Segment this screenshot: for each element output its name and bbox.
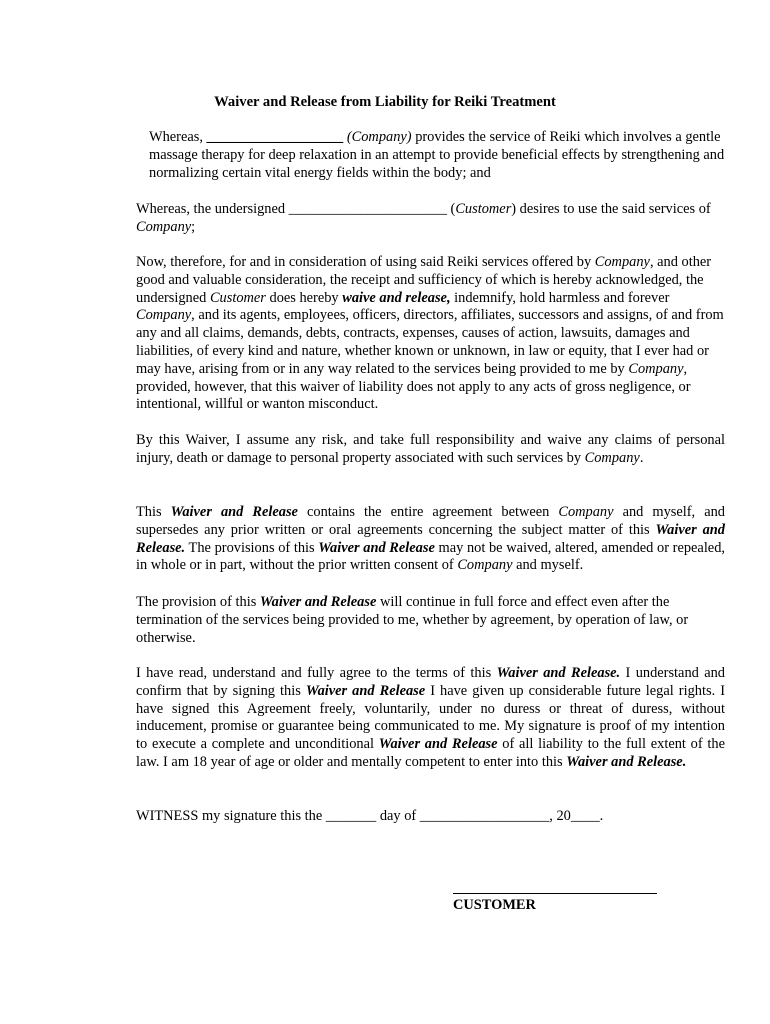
text: Whereas, the undersigned ______________________ (: [136, 201, 456, 217]
signature-line[interactable]: [453, 893, 657, 894]
company-ref: Company: [457, 557, 513, 574]
text: ) desires to use the said services of: [511, 201, 711, 217]
waive-release-term: waive and release,: [342, 289, 451, 306]
text: I have read, understand and fully agree to the terms of this: [136, 665, 497, 681]
text: Whereas,: [149, 129, 207, 145]
document-title: Waiver and Release from Liability for Reiki Treatment: [214, 94, 556, 110]
waiver-release-term: Waiver and Release: [305, 682, 426, 699]
text: The provision of this: [136, 594, 260, 610]
company-label: (Company): [343, 129, 412, 145]
text: , and other good and valuable consideration, the receipt and sufficiency of which is hereby acknowledged, the undersigned: [136, 254, 712, 306]
text: , provided, however, that this waiver of liability does not apply to any acts of gross negligence, or intentional, willful or wanton misconduct.: [136, 360, 691, 413]
waiver-release-term: Waiver and Release.: [496, 665, 621, 681]
company-ref: Company: [136, 307, 192, 324]
text: , and its agents, employees, officers, directors, affiliates, successors and assigns, of and from any and all claims, demands, debts, contracts, expenses, causes of action, lawsuits, damages and liabilities, of every kind and nature, whether known or unknown, in law or equity, that I ever had or may have, arising from or in any way related to the services being provided to me by: [136, 307, 724, 377]
company-ref: Company: [558, 504, 614, 520]
text: This: [136, 504, 171, 520]
text: of all liability to the full extent of the law. I am 18 year of age or older and mentally competent to enter into this: [136, 736, 725, 770]
paragraph-whereas-customer: [91, 201, 725, 237]
paragraph-acknowledgement: [91, 665, 725, 772]
customer-label: Customer: [455, 201, 512, 217]
company-ref: Company: [628, 360, 684, 377]
text: and myself.: [512, 557, 584, 574]
company-ref: Company: [136, 218, 192, 235]
waiver-release-term: Waiver and Release: [170, 504, 298, 520]
customer-ref: Customer: [209, 289, 266, 306]
text: indemnify, hold harmless and forever: [450, 289, 670, 306]
company-ref: Company: [584, 449, 640, 466]
waiver-release-term: Waiver and Release: [318, 539, 435, 556]
text: Now, therefore, for and in consideration of using said Reiki services offered by: [136, 254, 595, 270]
company-name-blank: ___________________: [206, 129, 344, 145]
waiver-release-term: Waiver and Release.: [566, 753, 687, 770]
waiver-release-term: Waiver and Release: [378, 736, 498, 753]
text: and myself, and supersedes any prior written or oral agreements concerning the subject matter of this: [136, 504, 725, 538]
text: does hereby: [265, 289, 343, 306]
company-ref: Company: [594, 254, 650, 270]
paragraph-assume-risk: [91, 432, 725, 468]
text: I understand and confirm that by signing this: [136, 665, 725, 699]
text: I have given up considerable future legal rights. I have signed this Agreement freely, voluntarily, under no duress or threat of duress, without inducement, promise or guarantee being communicated to me. My signature is proof of my intention to execute a complete and unconditional: [136, 682, 725, 753]
text: may not be waived, altered, amended or repealed, in whole or in part, without the prior written consent of: [136, 539, 725, 574]
witness-line: WITNESS my signature this the _______ day of __________________, 20____.: [136, 808, 604, 824]
waiver-release-term: Waiver and Release: [259, 594, 377, 610]
text: will continue in full force and effect even after the termination of the services being provided to me, whether by agreement, by operation of law, or otherwise.: [136, 594, 689, 646]
text: provides the service of Reiki which involves a gentle massage therapy for deep relaxation in an attempt to provide beneficial effects by strengthening and normalizing certain vital energy fields within the body; and: [149, 129, 725, 181]
text: The provisions of this: [185, 539, 319, 556]
text: ;: [191, 218, 196, 235]
paragraph-whereas-company: [91, 129, 738, 182]
waiver-release-term: Waiver and Release.: [136, 521, 725, 556]
paragraph-release: [91, 254, 725, 414]
text: contains the entire agreement between: [297, 504, 559, 520]
text: By this Waiver, I assume any risk, and take full responsibility and waive any claims of personal injury, death or damage to personal property associated with such services by: [136, 432, 725, 466]
signature-label: CUSTOMER: [453, 897, 536, 913]
paragraph-continue-in-force: [91, 594, 725, 647]
text: .: [639, 449, 644, 466]
paragraph-entire-agreement: [91, 504, 725, 575]
